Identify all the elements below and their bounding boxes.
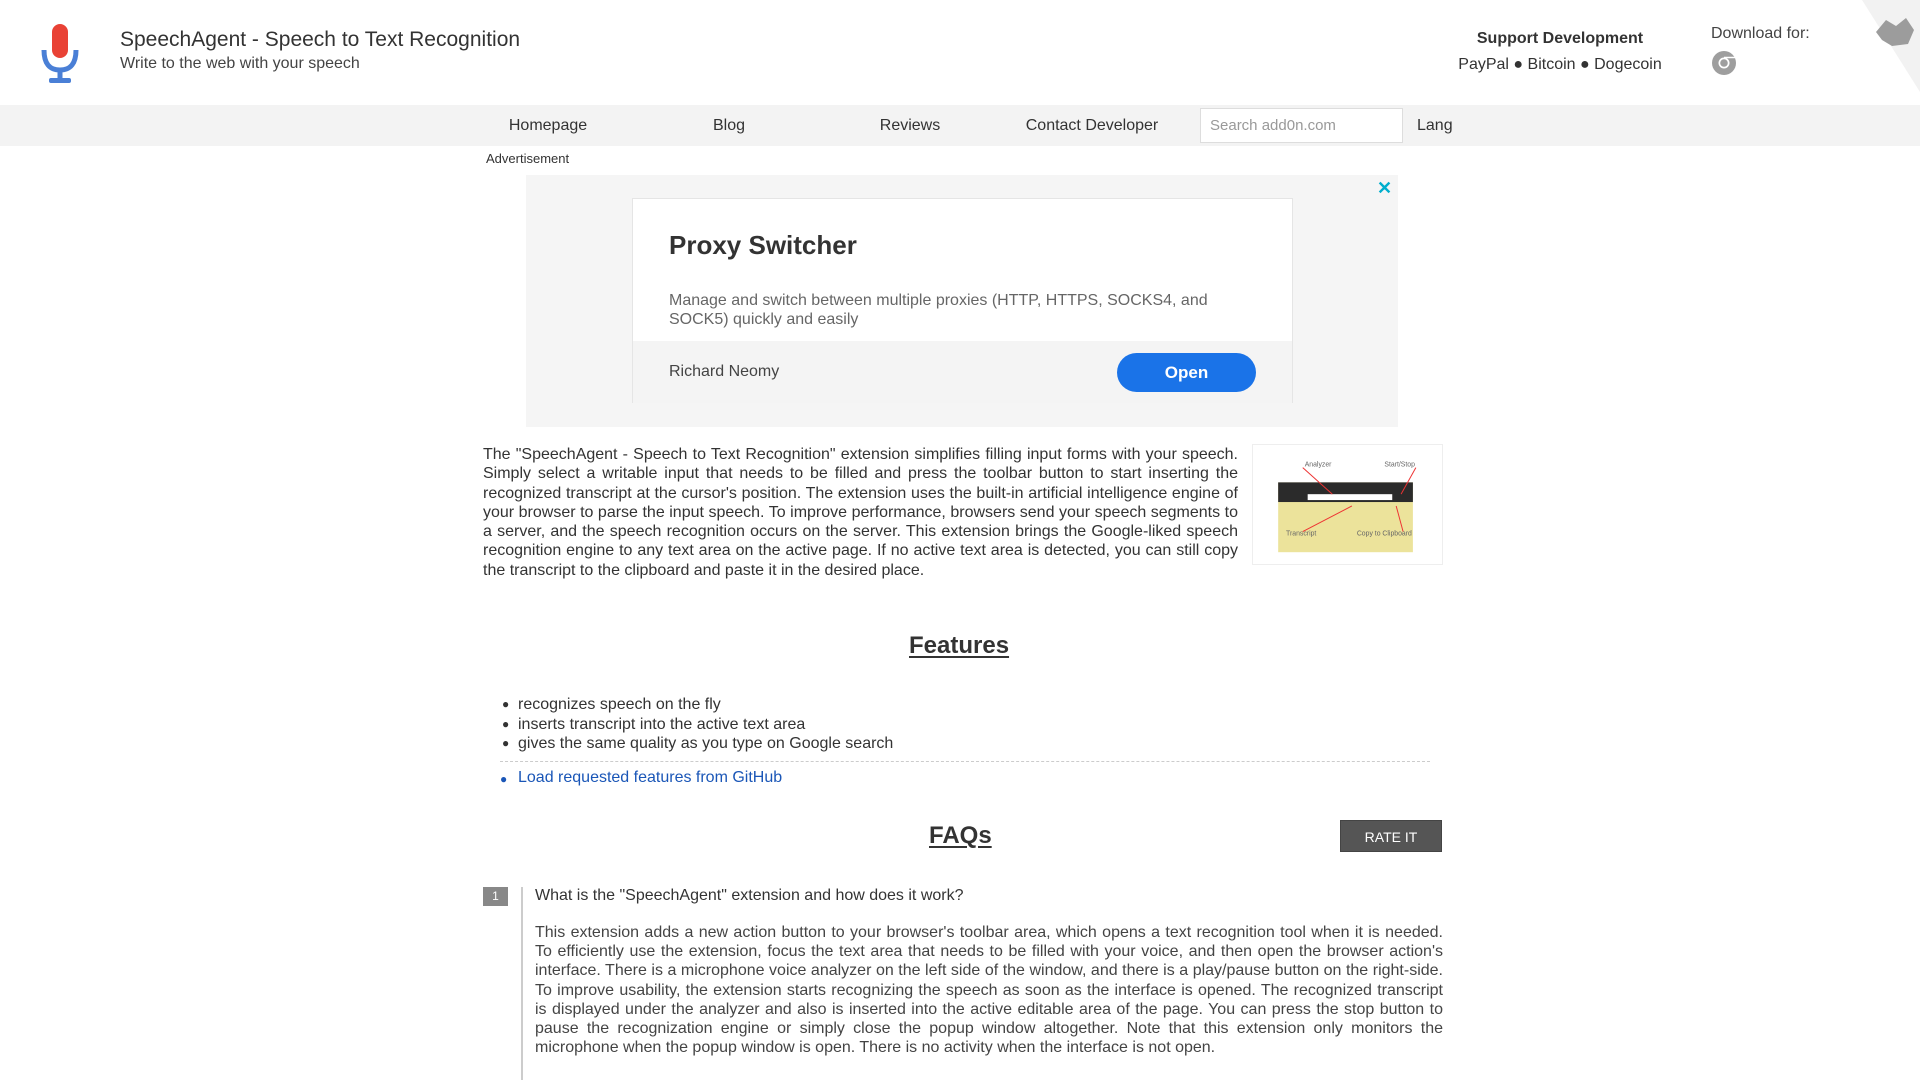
advertisement-label: Advertisement (486, 151, 570, 166)
intro-text: The "SpeechAgent - Speech to Text Recognition" extension simplifies filling input forms with your speech. Simply select a writable input that needs to be filled and press the toolbar button to start inserting the recognized transcript at the cursor's position. The extension uses the built-in artificial intelligence engine of your browser to parse the input speech. To improve performance, browsers send your speech segments to a server, and the speech recognition occurs on the server. This extension brings the Google-liked speech recognition engine to any text area on the active page. If no active text area is detected, you can still copy the transcript to the clipboard and paste it in the desired place. (483, 446, 1238, 579)
extension-screenshot[interactable] (1252, 444, 1443, 565)
features-list (502, 695, 894, 754)
ad-footer (633, 341, 1292, 403)
support-development (1440, 30, 1680, 74)
download-section (1711, 25, 1810, 43)
feature-item: ● gives the same quality as you type on Google search (502, 735, 894, 752)
screenshot-label-startstop: Start/Stop (1384, 461, 1415, 469)
faq-divider (521, 887, 523, 1080)
feature-item: ● recognizes speech on the fly (502, 696, 721, 713)
faq-answer: This extension adds a new action button to your browser's toolbar area, which opens a text recognition tool when it is needed. To efficiently use the extension, focus the text area that needs to be filled with your voice, and then open the browser action's interface. There is a microphone voice analyzer on the left side of the window, and there is a play/pause button on the right-side. To improve usability, the extension starts recognizing the speech as soon as the interface is opened. The recognized transcript is displayed under the analyzer and also is inserted into the active editable area of the page. You can press the stop button to pause the recognization engine or simply close the popup window altogether. Note that this extension only monitors the microphone when the popup window is open. There is no activity when the interface is not open. (535, 924, 1443, 1057)
bullet: ● (502, 697, 510, 711)
ad-advertiser: Richard Neomy (669, 363, 780, 380)
separator-dot: ● (1513, 56, 1528, 73)
screenshot-label-analyzer: Analyzer (1304, 461, 1332, 469)
app-title: SpeechAgent - Speech to Text Recognition (120, 28, 521, 51)
download-label: Download for: (1711, 25, 1810, 42)
ad-card[interactable] (632, 198, 1293, 403)
corner-ribbon (1862, 0, 1920, 92)
faq-number: 1 (483, 887, 508, 906)
nav-contact-developer[interactable]: Contact Developer (1025, 117, 1159, 134)
ad-title[interactable]: Proxy Switcher (669, 230, 857, 260)
faqs-heading: FAQs (929, 822, 992, 849)
features-heading: Features (909, 632, 1010, 659)
site-header (0, 0, 1920, 105)
lang-selector[interactable]: Lang (1417, 117, 1453, 134)
separator-dot: ● (1580, 56, 1595, 73)
bullet: ● (500, 772, 508, 786)
search-input[interactable] (1200, 108, 1403, 143)
chrome-icon[interactable] (1711, 50, 1737, 76)
ad-close-icon[interactable]: ✕ (1377, 178, 1393, 198)
ad-description: Manage and switch between multiple proxies (HTTP, HTTPS, SOCKS4, and SOCK5) quickly and easily (669, 292, 1208, 328)
bullet: ● (502, 716, 510, 731)
feature-item: ● inserts transcript into the active text area (502, 715, 806, 733)
support-title: Support Development (1476, 30, 1644, 47)
faq-question[interactable]: What is the "SpeechAgent" extension and how does it work? (535, 887, 964, 904)
github-features-link[interactable]: Load requested features from GitHub (518, 769, 783, 786)
screenshot-label-transcript: Transcript (1286, 530, 1317, 538)
support-links (1440, 56, 1680, 74)
nav-homepage[interactable]: Homepage (508, 117, 588, 134)
nav-blog[interactable]: Blog (712, 117, 746, 134)
divider (500, 761, 1430, 762)
screenshot-label-copy: Copy to Clipboard (1356, 530, 1412, 538)
dogecoin-link[interactable]: Dogecoin (1594, 56, 1662, 73)
main-nav (0, 105, 1920, 146)
microphone-icon[interactable] (38, 24, 82, 84)
bullet: ● (502, 736, 510, 750)
ad-open-button[interactable]: Open (1117, 353, 1256, 392)
rate-it-button[interactable]: RATE IT (1340, 820, 1442, 852)
bitcoin-link[interactable]: Bitcoin (1527, 56, 1576, 73)
paypal-link[interactable]: PayPal (1458, 56, 1509, 73)
app-subtitle: Write to the web with your speech (120, 55, 360, 72)
nav-reviews[interactable]: Reviews (879, 117, 941, 134)
